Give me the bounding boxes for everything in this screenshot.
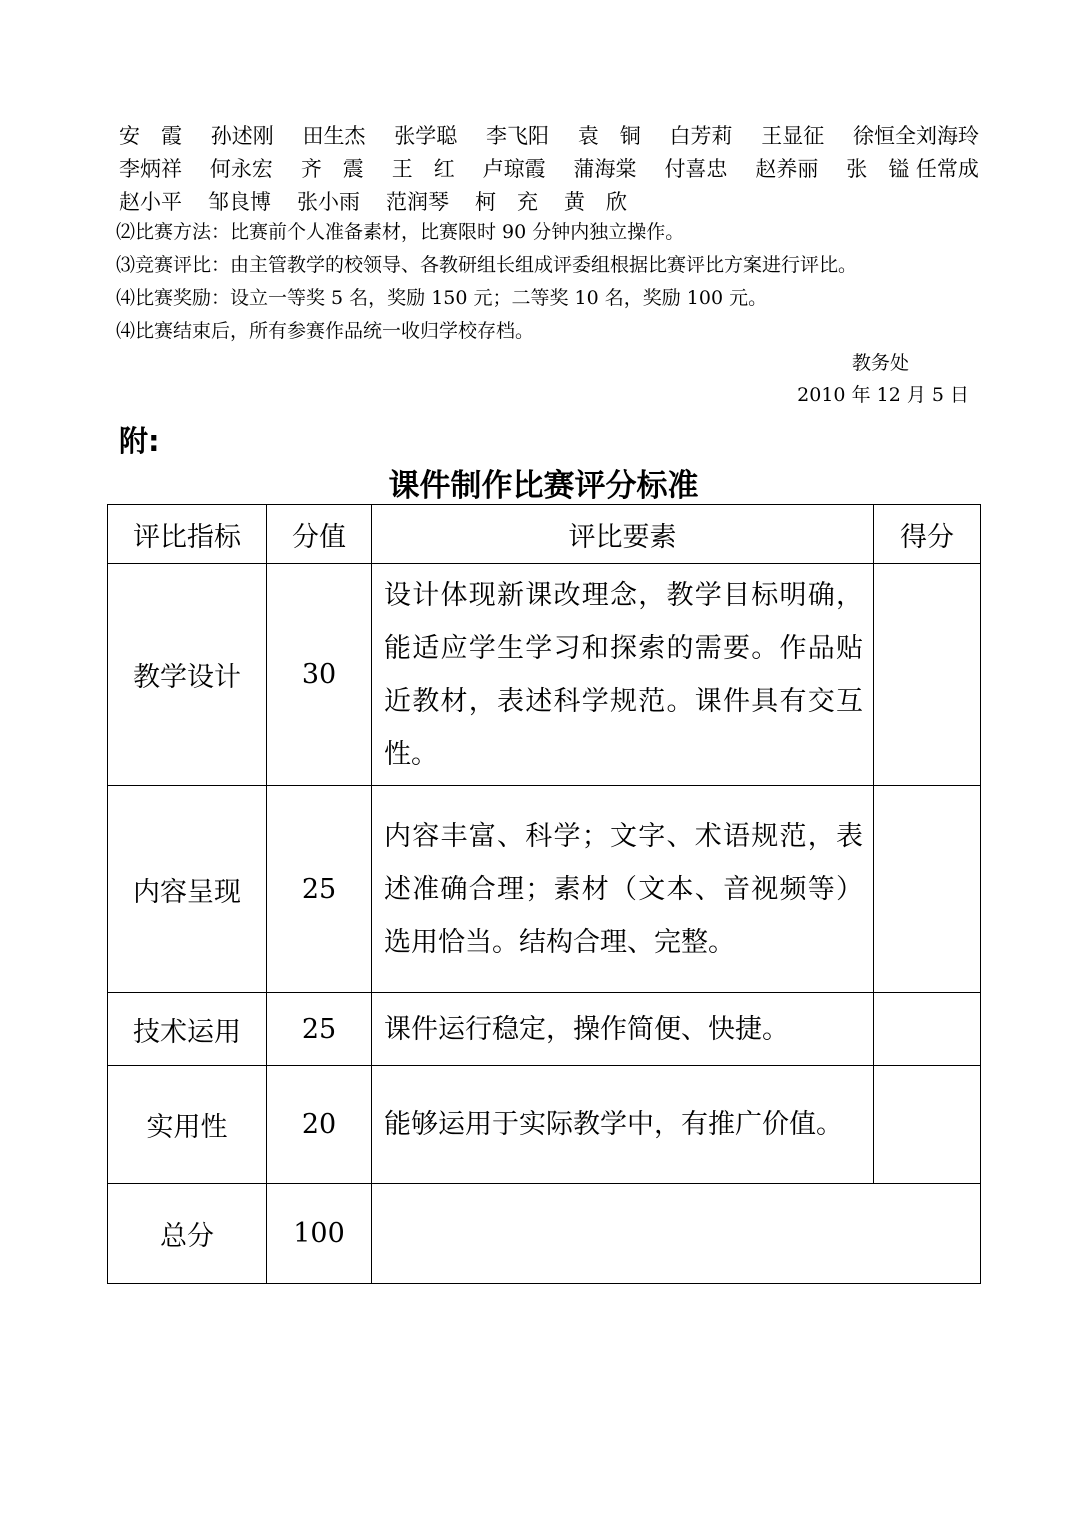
row-requirement: 课件运行稳定，操作简便、快捷。 [372,993,874,1066]
participant-name: 王 红 [391,156,455,181]
rule-method: ⑵比赛方法：比赛前个人准备素材，比赛限时 90 分钟内独立操作。 [116,221,685,243]
attachment-label: 附: [119,424,160,458]
row-requirement: 设计体现新课改理念，教学目标明确，能适应学生学习和探索的需要。作品贴近教材，表述科学规范。课件具有交互性。 [372,564,874,786]
participant-name: 范润琴 [386,189,449,214]
participant-name: 张小雨 [297,189,360,214]
total-empty-cell [372,1184,981,1284]
row-requirement: 能够运用于实际教学中，有推广价值。 [372,1066,874,1184]
row-score: 20 [267,1066,372,1184]
participant-name: 卢琼霞 [482,156,546,181]
table-row [108,1066,981,1184]
total-score: 100 [267,1184,372,1284]
row-indicator: 技术运用 [108,993,267,1066]
participant-name: 蒲海棠 [573,156,637,181]
header-requirement: 评比要素 [372,505,874,564]
signature-date: 2010 年 12 月 5 日 [797,384,969,406]
participant-name: 田生杰 [302,123,366,148]
participant-name: 何永宏 [209,156,273,181]
rule-archive: ⑷比赛结束后，所有参赛作品统一收归学校存档。 [116,320,535,342]
row-got-cell[interactable] [874,786,981,993]
participant-name: 李飞阳 [486,123,549,148]
row-indicator: 实用性 [108,1066,267,1184]
row-score: 25 [267,993,372,1066]
participant-name: 孙述刚 [210,123,274,148]
participant-name: 李炳祥 [119,156,182,181]
participant-name: 白芳莉 [669,123,733,148]
header-got: 得分 [874,505,981,564]
scoring-table [107,504,981,1284]
signature-department: 教务处 [851,352,909,374]
table-row [108,993,981,1066]
participant-row-3 [119,184,979,217]
participant-name: 徐恒全刘海玲 [853,123,979,148]
participant-name: 黄 欣 [564,189,627,214]
participant-name: 邹良博 [208,189,271,214]
row-indicator: 教学设计 [108,564,267,786]
participant-name: 张 镒 任常成 [846,156,979,181]
row-got-cell[interactable] [874,1066,981,1184]
participant-name: 齐 震 [300,156,364,181]
row-requirement: 内容丰富、科学；文字、术语规范，表述准确合理；素材（文本、音视频等）选用恰当。结构合理、完整。 [372,786,874,993]
row-indicator: 内容呈现 [108,786,267,993]
participant-name: 张学聪 [394,123,458,148]
table-row [108,564,981,786]
row-got-cell[interactable] [874,564,981,786]
row-got-cell[interactable] [874,993,981,1066]
total-label: 总分 [108,1184,267,1284]
participant-name: 安 霞 [119,123,182,148]
participant-name: 赵养丽 [755,156,819,181]
participant-name: 袁 铜 [577,123,641,148]
row-score: 30 [267,564,372,786]
table-total-row [108,1184,981,1284]
participant-row-2 [119,151,979,184]
table-row [108,786,981,993]
participant-list [119,118,979,217]
header-indicator: 评比指标 [108,505,267,564]
header-score: 分值 [267,505,372,564]
rule-judging: ⑶竞赛评比：由主管教学的校领导、各教研组长组成评委组根据比赛评比方案进行评比。 [116,254,858,276]
rule-awards: ⑷比赛奖励：设立一等奖 5 名，奖励 150 元；二等奖 10 名，奖励 100 元。 [116,287,768,309]
participant-name: 付喜忠 [664,156,728,181]
row-score: 25 [267,786,372,993]
participant-name: 赵小平 [119,189,182,214]
table-header-row [108,505,981,564]
participant-row-1 [119,118,979,151]
table-title: 课件制作比赛评分标准 [388,468,699,504]
participant-name: 王显征 [761,123,825,148]
signature-block [797,347,969,411]
participant-name: 柯 充 [475,189,538,214]
rules-list [116,216,857,348]
